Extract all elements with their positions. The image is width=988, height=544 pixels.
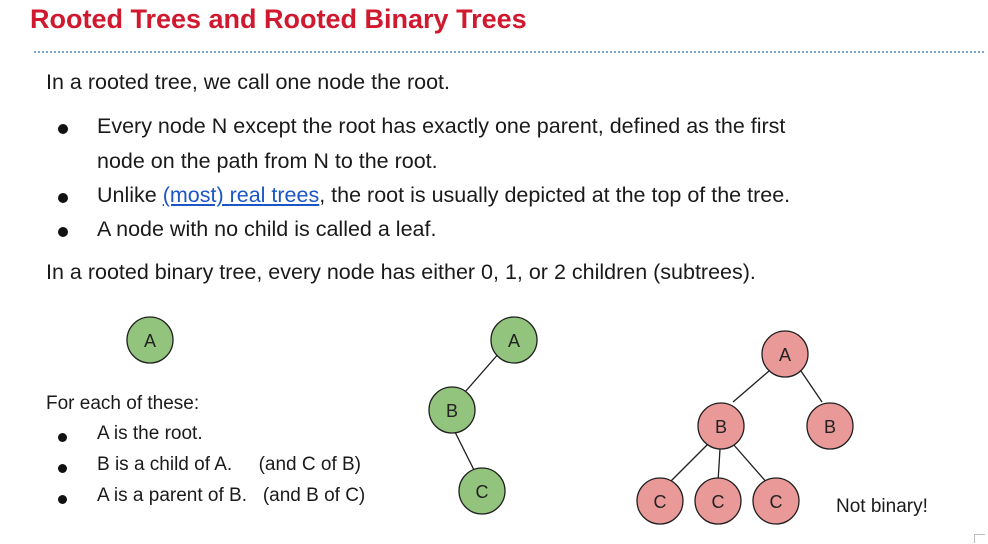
bullet-2-prefix: Unlike	[97, 183, 163, 207]
node-label: C	[769, 492, 783, 512]
node-label: C	[475, 482, 489, 502]
intro-text: In a rooted tree, we call one node the root.	[46, 70, 450, 94]
edge-b-c	[454, 430, 475, 472]
edge-a-b	[465, 352, 500, 392]
for-each-heading: For each of these:	[46, 393, 200, 414]
real-trees-link[interactable]: (most) real trees	[162, 183, 320, 207]
node-label: A	[507, 331, 521, 351]
node-label: C	[711, 492, 725, 512]
bullet-1-line-1: Every node N except the root has exactly one parent, defined as the first	[97, 114, 786, 138]
not-binary-label: Not binary!	[836, 496, 928, 517]
for-each-item-3: A is a parent of B. (and B of C)	[97, 485, 366, 506]
node-label: B	[714, 417, 728, 437]
edge-a-b-right	[801, 371, 822, 402]
node-label: A	[778, 345, 792, 365]
bullet-2-suffix: , the root is usually depicted at the top of the tree.	[319, 183, 791, 207]
tree-single	[127, 317, 173, 363]
slide-title: Rooted Trees and Rooted Binary Trees	[30, 4, 527, 34]
tree-edges	[454, 352, 822, 484]
node-label: A	[143, 331, 157, 351]
edge-b-c-left	[668, 444, 708, 484]
edge-a-b-left	[733, 371, 769, 402]
for-each-item-2: B is a child of A. (and C of B)	[97, 454, 362, 475]
tree-chain	[429, 317, 537, 514]
node-label: B	[445, 401, 459, 421]
bullet-1-line-2: node on the path from N to the root.	[97, 149, 438, 173]
edge-b-c-right	[733, 444, 768, 484]
tree-nonbinary	[637, 331, 853, 524]
node-label: B	[823, 417, 837, 437]
node-label: C	[653, 492, 667, 512]
bullet-3: A node with no child is called a leaf.	[97, 217, 437, 241]
edge-b-c-middle	[718, 449, 720, 482]
for-each-item-1: A is the root.	[97, 423, 203, 444]
corner-mark	[974, 534, 985, 543]
binary-definition: In a rooted binary tree, every node has either 0, 1, or 2 children (subtrees).	[46, 260, 756, 284]
